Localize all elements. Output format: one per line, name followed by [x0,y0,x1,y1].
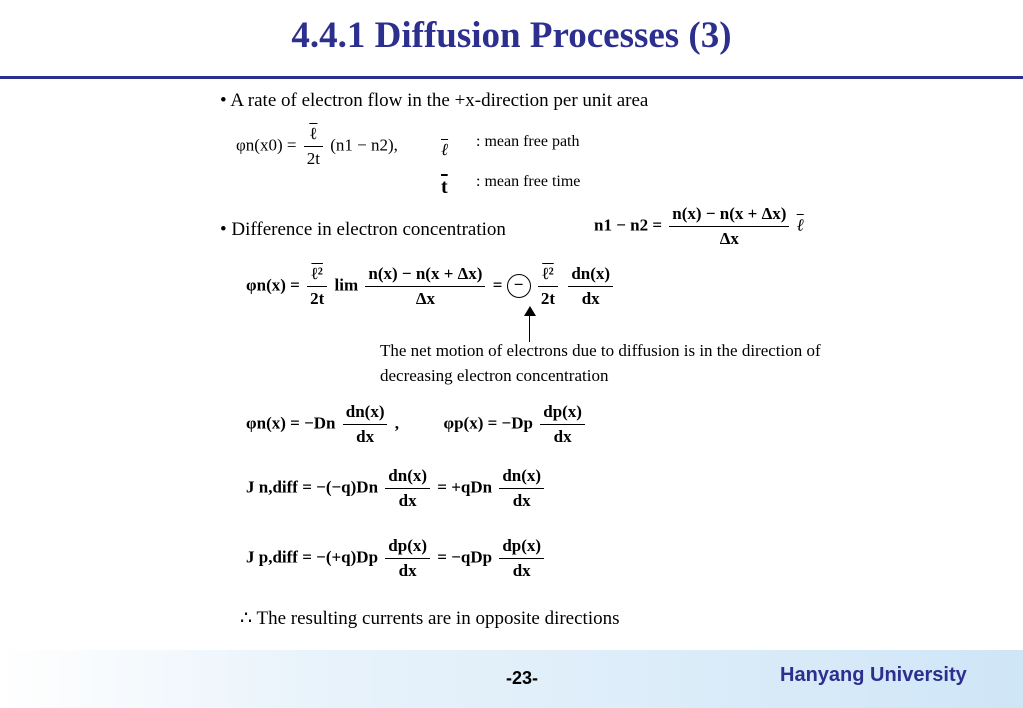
eq4-fraction-n [343,402,388,447]
eq4-lhs-p: φp(x) = −Dp [443,413,533,433]
eq6-fraction-1 [385,536,430,581]
note-line-1: The net motion of electrons due to diffusion is in the direction of [380,341,821,360]
eq3-deriv-num: dn(x) [568,264,613,287]
eq3-coeff2-num: ℓ² [538,264,558,287]
equation-hole-current [246,536,547,581]
eq3-derivative [568,264,613,309]
arrow-head [524,306,536,316]
eq6-lhs: J p,diff = −(+q)Dp [246,547,379,567]
eq3-lim: lim [334,275,359,295]
eq5-num-1: dn(x) [385,466,430,489]
eq2-den: Δx [719,229,739,248]
eq4-num-n: dn(x) [343,402,388,425]
eq5-fraction-2 [499,466,544,511]
university-name: Hanyang University [780,664,967,686]
mfp-text: : mean free path [476,133,580,150]
arrow-shaft [529,312,530,342]
eq5-den-2: dx [512,491,531,510]
eq6-num-1: dp(x) [385,536,430,559]
equation-concentration-difference [594,204,804,249]
eq5-fraction-1 [385,466,430,511]
eq6-mid: = −qDp [437,547,493,567]
eq4-num-p: dp(x) [540,402,585,425]
note-line-2: decreasing electron concentration [380,366,609,385]
eq4-separator: , [394,413,399,433]
eq1-fraction [304,124,323,169]
eq5-den-1: dx [398,491,417,510]
eq3-coeff-den: 2t [310,289,325,308]
page-number: -23- [506,668,539,688]
eq4-den-n: dx [356,427,375,446]
eq1-num: ℓ [304,124,323,147]
bullet-electron-flow: • A rate of electron flow in the +x-direction per unit area [220,90,649,111]
eq1-lhs: φn(x0) = [236,135,297,155]
eq6-den-1: dx [398,561,417,580]
eq3-equals: = [492,275,503,295]
mft-text: : mean free time [476,173,581,190]
eq3-lhs: φn(x) = [246,275,300,295]
eq5-lhs: J n,diff = −(−q)Dn [246,477,379,497]
equation-flux-diffusivity [246,402,588,447]
eq3-fraction [365,264,485,309]
bullet-concentration-difference: • Difference in electron concentration [220,219,506,240]
eq3-coeff2-den: 2t [540,289,556,308]
eq3-coeff-num: ℓ² [307,264,327,287]
slide-title: 4.4.1 Diffusion Processes (3) [291,15,732,56]
eq5-mid: = +qDn [437,477,493,497]
eq2-tail: ℓ [796,215,804,235]
eq3-den: Δx [415,289,435,308]
equation-flow-rate [236,124,398,169]
eq1-rhs: (n1 − n2), [330,135,398,155]
mfp-symbol: ℓ [441,140,449,159]
eq5-num-2: dn(x) [499,466,544,489]
eq6-fraction-2 [499,536,544,581]
equation-flux-limit [246,264,616,309]
eq2-lhs: n1 − n2 = [594,215,663,235]
equation-electron-current [246,466,547,511]
eq2-num: n(x) − n(x + Δx) [669,204,789,227]
conclusion-text: ∴ The resulting currents are in opposite directions [240,608,620,629]
eq3-circled-minus: − [507,274,531,298]
eq6-num-2: dp(x) [499,536,544,559]
eq1-den: 2t [306,149,320,168]
eq3-num: n(x) − n(x + Δx) [365,264,485,287]
mft-symbol: $\overline{t}$ [441,176,448,198]
eq4-fraction-p [540,402,585,447]
eq2-fraction [669,204,789,249]
title-rule [0,76,1023,79]
eq4-lhs-n: φn(x) = −Dn [246,413,336,433]
eq4-den-p: dx [553,427,572,446]
eq3-deriv-den: dx [581,289,600,308]
eq6-den-2: dx [512,561,531,580]
eq3-coeff [307,264,327,309]
eq3-coeff2 [538,264,558,309]
